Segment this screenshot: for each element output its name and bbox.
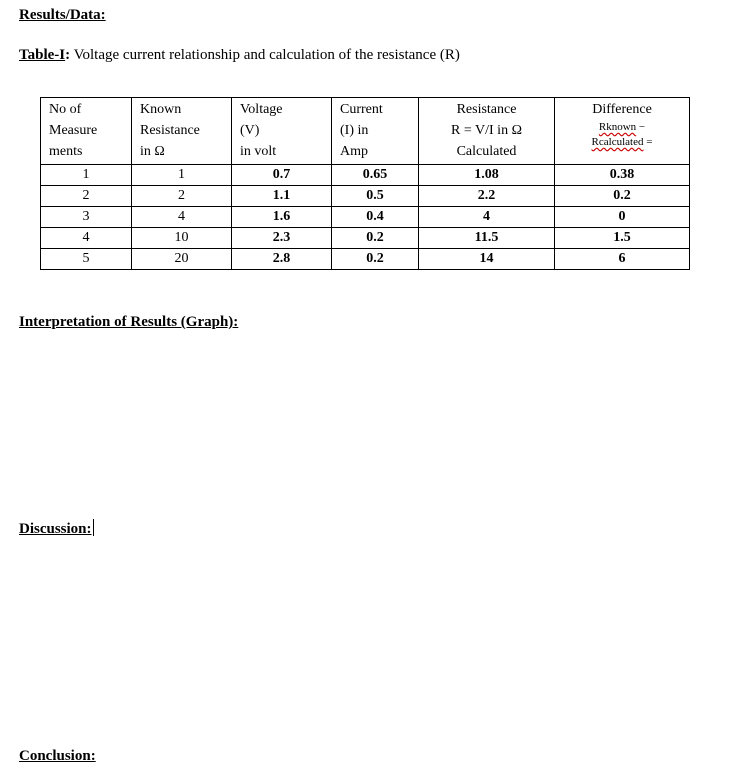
cell-known-resistance: 20 [132, 249, 232, 270]
cell-current: 0.4 [332, 207, 419, 228]
cell-difference: 0.38 [555, 165, 690, 186]
r-known-word: Rknown [598, 121, 637, 133]
cell-calculated-resistance: 4 [419, 207, 555, 228]
header-resistance-calculated: Resistance R = V/I in Ω Calculated [419, 98, 555, 165]
header-known-resistance: Known Resistance in Ω [132, 98, 232, 165]
cell-voltage: 2.3 [232, 228, 332, 249]
cell-measurement-no: 5 [41, 249, 132, 270]
r-calculated-word: Rcalculated [591, 136, 644, 148]
table-row [41, 249, 690, 270]
cell-current: 0.5 [332, 186, 419, 207]
table-row [41, 165, 690, 186]
cell-known-resistance: 10 [132, 228, 232, 249]
table-caption [19, 46, 460, 64]
cell-known-resistance: 2 [132, 186, 232, 207]
header-measurements: No of Measure ments [41, 98, 132, 165]
cell-measurement-no: 3 [41, 207, 132, 228]
results-table [40, 97, 690, 270]
cell-voltage: 2.8 [232, 249, 332, 270]
table-caption-label: Table-I [19, 47, 66, 63]
cell-measurement-no: 4 [41, 228, 132, 249]
table-row [41, 186, 690, 207]
cell-difference: 6 [555, 249, 690, 270]
cell-measurement-no: 2 [41, 186, 132, 207]
cell-current: 0.2 [332, 249, 419, 270]
cell-current: 0.2 [332, 228, 419, 249]
conclusion-heading: Conclusion: [19, 748, 96, 764]
table-caption-text: Voltage current relationship and calculation of the resistance (R) [70, 47, 460, 63]
cell-difference: 0.2 [555, 186, 690, 207]
cell-difference: 0 [555, 207, 690, 228]
header-voltage: Voltage (V) in volt [232, 98, 332, 165]
cell-current: 0.65 [332, 165, 419, 186]
cell-calculated-resistance: 1.08 [419, 165, 555, 186]
table-row [41, 207, 690, 228]
results-data-heading: Results/Data: [19, 7, 106, 23]
header-current: Current (I) in Amp [332, 98, 419, 165]
cell-known-resistance: 1 [132, 165, 232, 186]
cell-calculated-resistance: 11.5 [419, 228, 555, 249]
cell-calculated-resistance: 2.2 [419, 186, 555, 207]
cell-voltage: 0.7 [232, 165, 332, 186]
table-caption-colon: : [65, 47, 71, 63]
cell-measurement-no: 1 [41, 165, 132, 186]
interpretation-heading: Interpretation of Results (Graph): [19, 314, 239, 330]
cell-difference: 1.5 [555, 228, 690, 249]
header-difference: Difference Rknown − Rcalculated = [555, 98, 690, 165]
cell-calculated-resistance: 14 [419, 249, 555, 270]
discussion-heading[interactable] [19, 519, 94, 538]
text-cursor [93, 519, 94, 536]
discussion-heading-text: Discussion: [19, 521, 92, 537]
table-header-row [41, 98, 690, 165]
table-row [41, 228, 690, 249]
cell-known-resistance: 4 [132, 207, 232, 228]
cell-voltage: 1.1 [232, 186, 332, 207]
cell-voltage: 1.6 [232, 207, 332, 228]
